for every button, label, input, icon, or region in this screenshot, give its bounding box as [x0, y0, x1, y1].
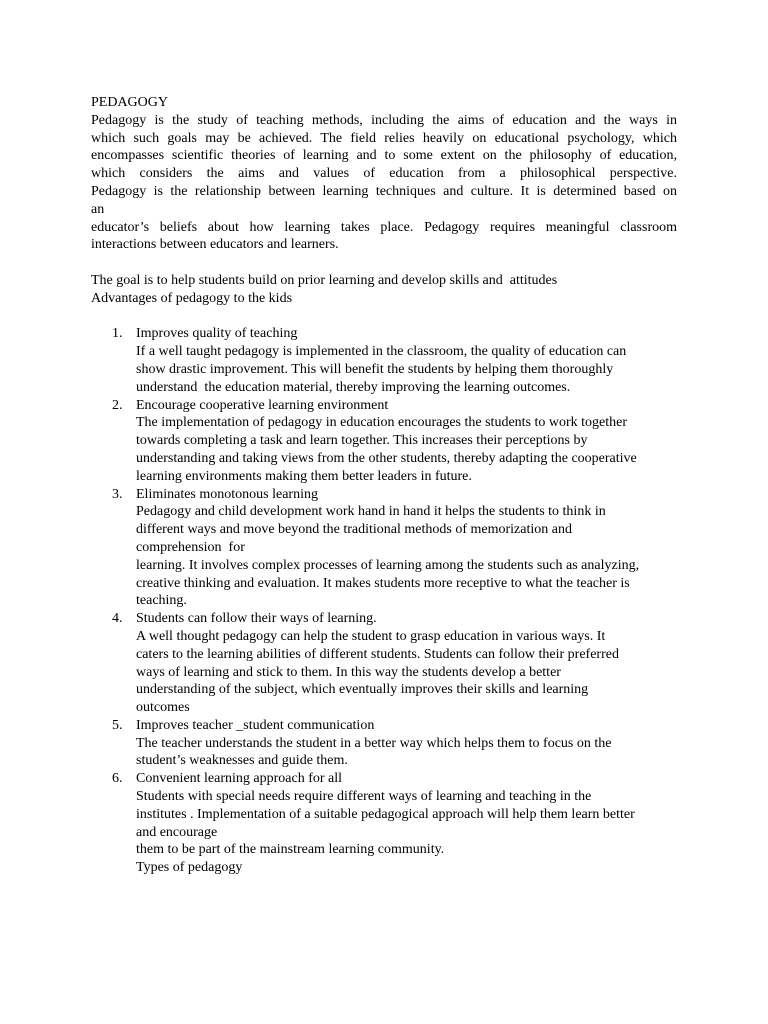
goal-line: Advantages of pedagogy to the kids [91, 290, 293, 306]
list-item-text: show drastic improvement. This will benefit the students by helping them thoroughly [136, 361, 614, 377]
list-item-text: The implementation of pedagogy in education encourages the students to work together [136, 415, 628, 431]
list-item-number: 3. [112, 486, 123, 502]
document-body [91, 94, 677, 877]
list-item-text: institutes . Implementation of a suitable pedagogical approach will help them learn better [136, 806, 635, 822]
list-item-text: outcomes [136, 700, 190, 716]
goal-line: The goal is to help students build on prior learning and develop skills and attitudes [91, 272, 558, 288]
list-item-text: them to be part of the mainstream learning community. [136, 842, 445, 858]
goal-paragraph [91, 272, 677, 308]
intro-line: educator’s beliefs about how learning takes place. Pedagogy requires meaningful classroom [91, 219, 677, 235]
list-item-heading: Improves quality of teaching [136, 326, 298, 342]
list-item-heading: Students can follow their ways of learning. [136, 611, 377, 627]
intro-line: Pedagogy is the study of teaching methods, including the aims of education and the ways in [91, 112, 677, 128]
list-item-number: 1. [112, 326, 123, 342]
list-item-number: 2. [112, 397, 123, 413]
list-item-text: Types of pedagogy [136, 860, 243, 876]
list-item-text: and encourage [136, 824, 218, 840]
paragraph-spacer [91, 254, 677, 272]
list-item-number: 6. [112, 771, 123, 787]
intro-line: encompasses scientific theories of learning and to some extent on the philosophy of education, [91, 148, 677, 164]
intro-line: Pedagogy is the relationship between learning techniques and culture. It is determined based on [91, 183, 677, 199]
list-item-text: ways of learning and stick to them. In this way the students develop a better [136, 664, 561, 680]
intro-line: which such goals may be achieved. The field relies heavily on educational psychology, which [91, 130, 677, 146]
list-item-text: If a well taught pedagogy is implemented in the classroom, the quality of education can [136, 344, 627, 360]
list-item-text: understand the education material, thereby improving the learning outcomes. [136, 379, 571, 395]
list-item-number: 5. [112, 717, 123, 733]
list-item [91, 486, 677, 611]
list-item-heading: Encourage cooperative learning environment [136, 397, 389, 413]
list-item-text: creative thinking and evaluation. It makes students more receptive to what the teacher is [136, 575, 630, 591]
list-item [91, 610, 677, 717]
list-item [91, 770, 677, 877]
list-item-text: learning. It involves complex processes of learning among the students such as analyzing, [136, 557, 640, 573]
list-item-heading: Improves teacher _student communication [136, 717, 375, 733]
list-item [91, 397, 677, 486]
list-item-number: 4. [112, 611, 123, 627]
list-item-text: A well thought pedagogy can help the student to grasp education in various ways. It [136, 628, 606, 644]
list-item-text: teaching. [136, 593, 187, 609]
intro-line: an [91, 201, 105, 217]
list-item-text: caters to the learning abilities of different students. Students can follow their preferred [136, 646, 619, 662]
document-title: PEDAGOGY [91, 95, 168, 110]
list-item-text: comprehension for [136, 539, 245, 555]
list-item-heading: Convenient learning approach for all [136, 771, 343, 787]
list-item-text: Pedagogy and child development work hand in hand it helps the students to think in [136, 504, 606, 520]
list-item-heading: Eliminates monotonous learning [136, 486, 318, 502]
list-item-text: understanding of the subject, which eventually improves their skills and learning [136, 682, 589, 698]
list-item-text: learning environments making them better leaders in future. [136, 468, 472, 484]
paragraph-spacer [91, 308, 677, 326]
list-item [91, 717, 677, 770]
intro-paragraph [91, 112, 677, 254]
advantages-list [91, 325, 677, 877]
list-item-text: understanding and taking views from the other students, thereby adapting the cooperative [136, 450, 637, 466]
list-item-text: different ways and move beyond the traditional methods of memorization and [136, 522, 572, 538]
list-item-text: The teacher understands the student in a better way which helps them to focus on the [136, 735, 612, 751]
intro-line: interactions between educators and learners. [91, 237, 339, 253]
list-item-text: towards completing a task and learn together. This increases their perceptions by [136, 433, 588, 449]
list-item [91, 325, 677, 396]
list-item-text: Students with special needs require different ways of learning and teaching in the [136, 789, 592, 805]
list-item-text: student’s weaknesses and guide them. [136, 753, 348, 769]
intro-line: which considers the aims and values of education from a philosophical perspective. [91, 166, 677, 182]
